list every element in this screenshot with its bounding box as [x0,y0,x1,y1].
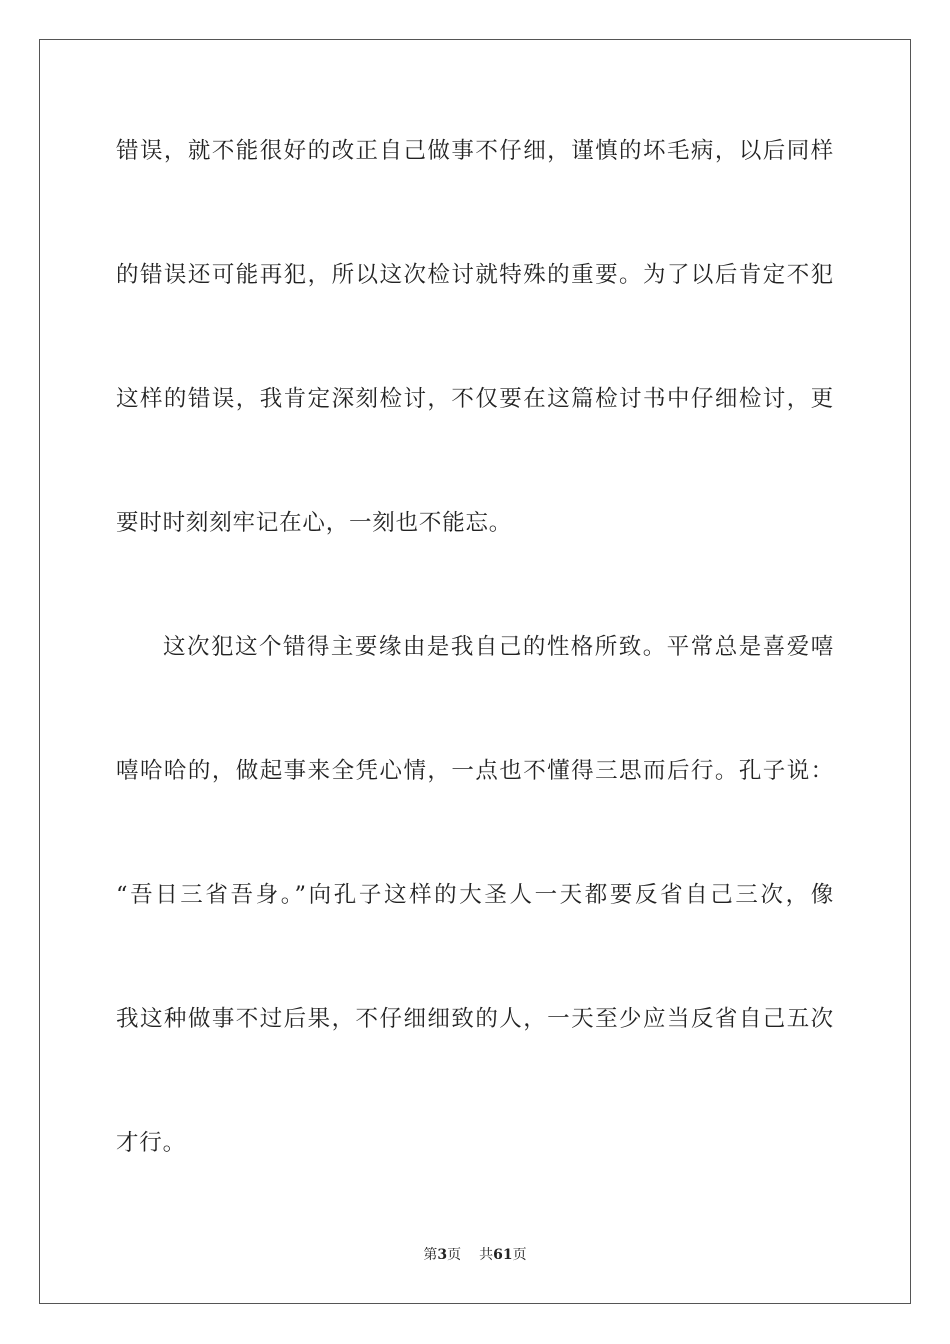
paragraph-first-line: 这次犯这个错得主要缘由是我自己的性格所致。平常总是喜爱嘻 [163,634,834,660]
text-line: 才行。 [116,1130,186,1156]
page-frame [39,39,911,1304]
page-suffix: 页 [447,1247,462,1263]
total-suffix: 页 [512,1247,527,1263]
total-prefix: 共 [479,1247,494,1263]
text-line: 我这种做事不过后果，不仔细细致的人，一天至少应当反省自己五次 [116,1006,834,1032]
page-footer [0,1246,950,1264]
text-line: 错误，就不能很好的改正自己做事不仔细，谨慎的坏毛病，以后同样 [116,138,834,164]
page-prefix: 第 [423,1247,438,1263]
text-line: 的错误还可能再犯，所以这次检讨就特殊的重要。为了以后肯定不犯 [116,262,834,288]
total-pages: 61 [493,1247,513,1263]
text-line: 要时时刻刻牢记在心，一刻也不能忘。 [116,510,513,536]
text-line: 这样的错误，我肯定深刻检讨，不仅要在这篇检讨书中仔细检讨，更 [116,386,834,412]
text-line: 嘻哈哈的，做起事来全凭心情，一点也不懂得三思而后行。孔子说： [116,758,834,784]
text-line: “吾日三省吾身。”向孔子这样的大圣人一天都要反省自己三次，像 [116,882,834,908]
page-number: 3 [437,1247,448,1263]
